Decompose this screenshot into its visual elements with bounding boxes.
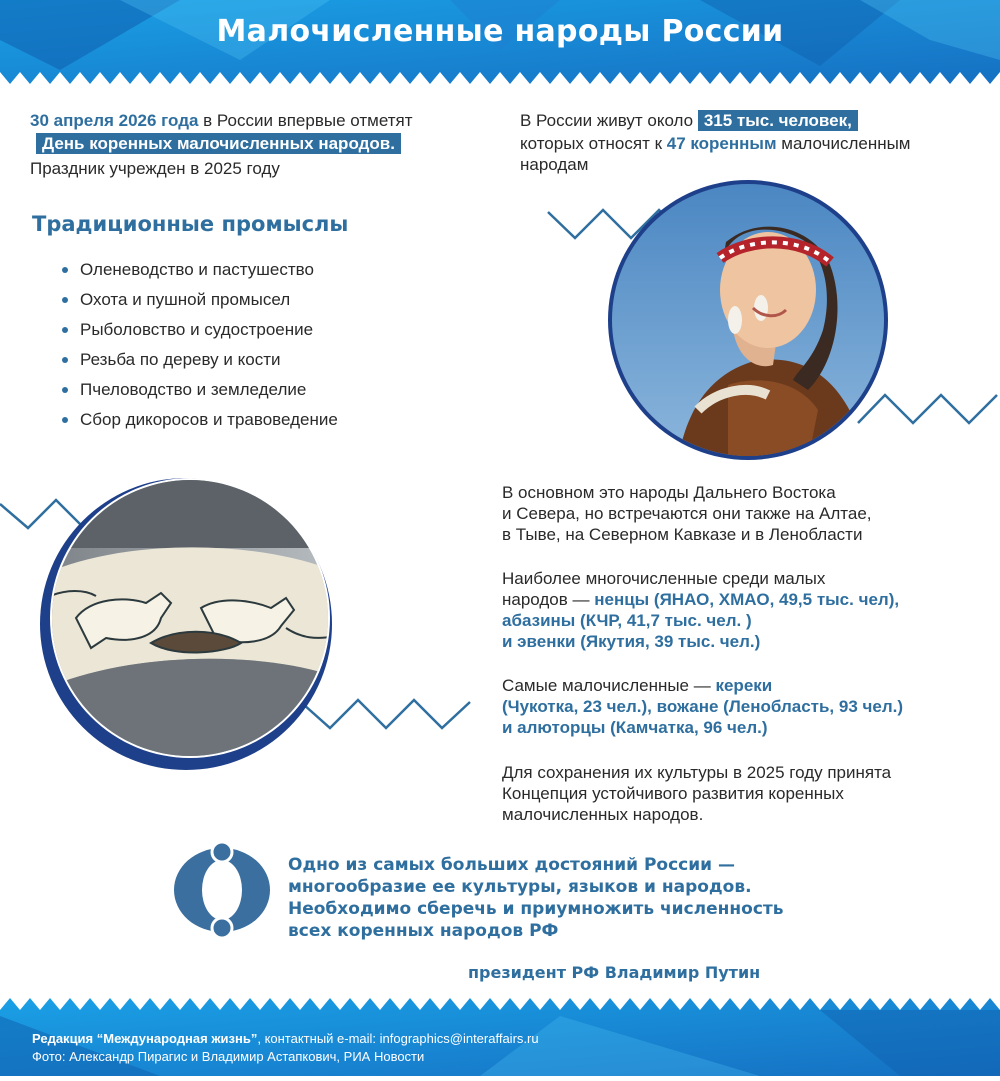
holiday-name: День коренных малочисленных народов. — [36, 133, 401, 154]
intro-right — [520, 110, 980, 175]
list-item: Резьба по дереву и кости — [62, 345, 442, 375]
list-item: Оленеводство и пастушество — [62, 255, 442, 285]
crafts-list — [62, 255, 442, 435]
peoples-count: 47 коренным — [666, 134, 777, 153]
smallest-paragraph: Самые малочисленные — кереки (Чукотка, 23 чел.), вожане (Ленобласть, 93 чел.) и алюторцы (Камчатка, 96 чел.) — [502, 676, 904, 737]
peoples-prefix: которых относят к — [520, 134, 667, 153]
peoples-suffix: малочисленным — [776, 134, 911, 153]
event-date: 30 апреля 2026 года — [30, 111, 199, 130]
population-value: 315 тыс. человек, — [698, 110, 858, 131]
list-item: Сбор дикоросов и травоведение — [62, 405, 442, 435]
footer-contact: , контактный e-mail: infographics@interaffairs.ru — [257, 1031, 539, 1046]
intro-line1: в России впервые отметят — [198, 111, 413, 130]
header-banner — [0, 0, 1000, 100]
intro-line3: Праздник учрежден в 2025 году — [30, 159, 280, 178]
footer-editor: Редакция “Международная жизнь” — [32, 1031, 258, 1046]
footer-credits — [32, 1030, 539, 1066]
intro-left — [30, 110, 490, 179]
regions-paragraph: В основном это народы Дальнего Востока и Севера, но встречаются они также на Алтае, в Тыве, на Северном Кавказе и в Ленобласти — [502, 483, 872, 544]
peoples-line3: народам — [520, 155, 589, 174]
crafts-title: Традиционные промыслы — [32, 212, 349, 236]
list-item: Пчеловодство и земледелие — [62, 375, 442, 405]
list-item: Рыболовство и судостроение — [62, 315, 442, 345]
population-prefix: В России живут около — [520, 111, 698, 130]
footer-photo-credit: Фото: Александр Пирагис и Владимир Астапкович, РИА Новости — [32, 1049, 425, 1064]
numerous-paragraph: Наиболее многочисленные среди малых народов — ненцы (ЯНАО, ХМАО, 49,5 тыс. чел), абазины (КЧР, 41,7 тыс. чел. ) и эвенки (Якутия, 39 тыс. чел.) — [502, 569, 900, 651]
quote-text: Одно из самых больших достояний России — многообразие ее культуры, языков и народов. Необходимо сберечь и приумножить численность всех коренных народов РФ — [288, 855, 784, 941]
list-item: Охота и пушной промысел — [62, 285, 442, 315]
bone-carving-photo — [36, 478, 340, 772]
concept-paragraph: Для сохранения их культуры в 2025 году принята Концепция устойчивого развития коренных малочисленных народов. — [502, 763, 892, 824]
footer — [0, 996, 1000, 1076]
quote-author: президент РФ Владимир Путин — [468, 963, 761, 982]
page-title: Малочисленные народы России — [216, 14, 784, 49]
girl-photo — [608, 180, 888, 460]
quote-icon — [172, 842, 272, 942]
